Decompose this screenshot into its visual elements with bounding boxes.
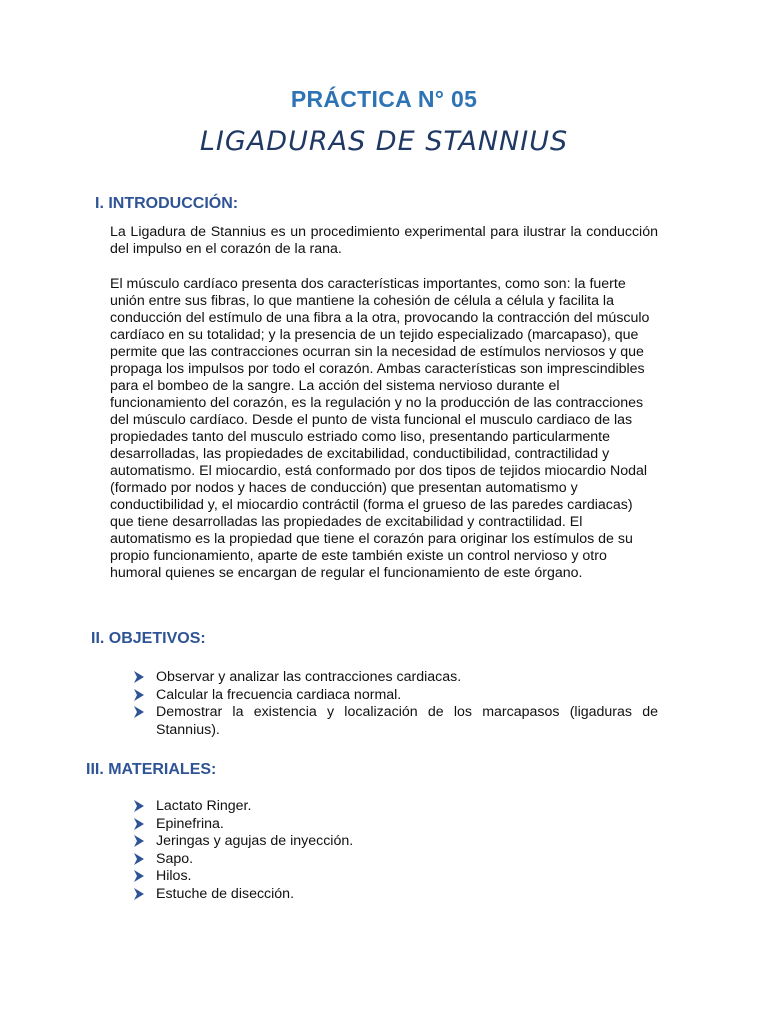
list-item	[132, 816, 658, 834]
list-item	[132, 833, 658, 851]
arrowhead-bullet-icon	[134, 870, 144, 882]
intro-heading: I. INTRODUCCIÓN:	[95, 195, 239, 212]
practice-title: PRÁCTICA N° 05	[290, 86, 478, 112]
list-item	[132, 851, 658, 869]
material-text: Estuche de disección.	[156, 885, 295, 902]
intro-paragraph-2: El músculo cardíaco presenta dos características importantes, como son: la fuerte unión entre sus fibras, lo que mantiene la cohesión de célula a célula y facilita la conducción del estímulo de una fibra a la otra, provocando la contracción del músculo cardíaco en su totalidad; y la presencia de un tejido especializado (marcapaso), que permite que las contracciones ocurran sin la necesidad de estímulos nerviosos y que propaga los impulsos por todo el corazón. Ambas características son imprescindibles para el bombeo de la sangre. La acción del sistema nervioso durante el funcionamiento del corazón, es la regulación y no la producción de las contracciones del músculo cardíaco. Desde el punto de vista funcional el musculo cardiaco de las propiedades tanto del musculo estriado como liso, presentando particularmente desarrolladas, las propiedades de excitabilidad, conductibilidad, contractilidad y automatismo. El miocardio, está conformado por dos tipos de tejidos miocardio Nodal (formado por nodos y haces de conducción) que presentan automatismo y conductibilidad y, el miocardio contráctil (forma el grueso de las paredes cardiacas) que tiene desarrolladas las propiedades de excitabilidad y contractilidad. El automatismo es la propiedad que tiene el corazón para originar los estímulos de su propio funcionamiento, aparte de este también existe un control nervioso y otro humoral quienes se encargan de regular el funcionamiento de este órgano.	[110, 276, 650, 581]
materials-list	[132, 798, 658, 903]
material-text: Lactato Ringer.	[156, 798, 252, 814]
objective-text: Demostrar la existencia y localización de los marcapasos (ligaduras de Stannius).	[156, 704, 658, 738]
list-item	[132, 868, 658, 886]
objectives-heading: II. OBJETIVOS:	[91, 630, 206, 647]
practice-subtitle: LIGADURAS DE STANNIUS	[199, 126, 569, 157]
arrowhead-bullet-icon	[134, 689, 144, 701]
material-text: Sapo.	[156, 850, 194, 867]
list-item	[132, 687, 658, 705]
material-text: Jeringas y agujas de inyección.	[156, 833, 354, 849]
objectives-list	[132, 669, 658, 739]
arrowhead-bullet-icon	[134, 800, 144, 812]
arrowhead-bullet-icon	[134, 671, 144, 683]
material-text: Epinefrina.	[156, 815, 224, 832]
list-item	[132, 669, 658, 687]
list-item	[132, 704, 658, 739]
arrowhead-bullet-icon	[134, 853, 144, 865]
arrowhead-bullet-icon	[134, 835, 144, 847]
list-item	[132, 798, 658, 816]
materials-heading: III. MATERIALES:	[86, 761, 217, 778]
objective-text: Observar y analizar las contracciones cardiacas.	[156, 669, 462, 685]
arrowhead-bullet-icon	[134, 818, 144, 830]
list-item	[132, 886, 658, 904]
objective-text: Calcular la frecuencia cardiaca normal.	[156, 686, 402, 703]
arrowhead-bullet-icon	[134, 888, 144, 900]
arrowhead-bullet-icon	[134, 706, 144, 718]
material-text: Hilos.	[156, 868, 192, 884]
intro-paragraph-1: La Ligadura de Stannius es un procedimiento experimental para ilustrar la conducción del impulso en el corazón de la rana.	[110, 224, 658, 257]
